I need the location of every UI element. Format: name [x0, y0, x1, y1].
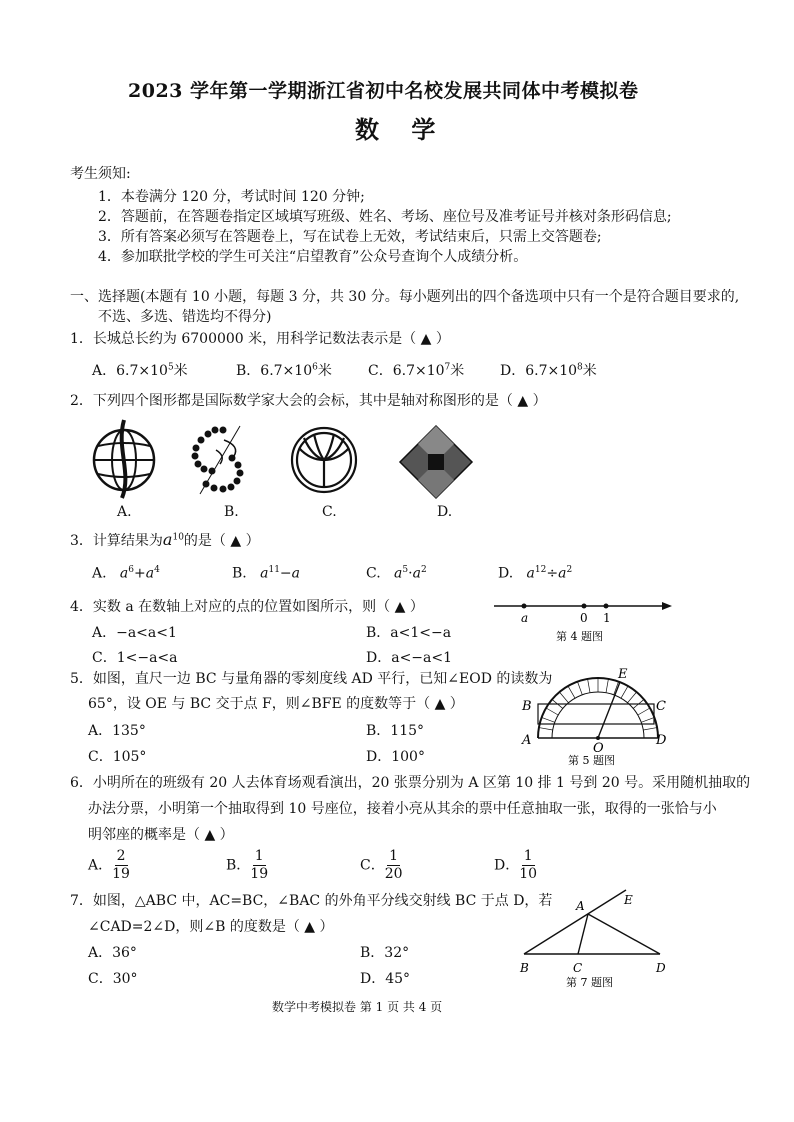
logo-d-square-icon [400, 426, 472, 498]
q5-option-b: B．115° [366, 723, 425, 739]
q6-option-a: A． $\frac{2}{19}$ [88, 848, 130, 882]
section-heading: 一、选择题(本题有 10 小题，每题 3 分，共 30 分。每小题列出的四个备选项中只有一个是符合题目要求的, [70, 289, 740, 305]
q6-stem-line1: 6．小明所在的班级有 20 人去体育场观看演出，20 张票分别为 A 区第 10 排 1 号到 20 号。采用随机抽取的 [70, 775, 751, 791]
q6-stem-line3: 明邻座的概率是（ ▲ ） [88, 827, 234, 843]
notice-item: 1．本卷满分 120 分，考试时间 120 分钟; [98, 189, 365, 205]
notice-item: 2．答题前，在答题卷指定区域填写班级、姓名、考场、座位号及准考证号并核对条形码信息; [98, 209, 672, 225]
q5-stem-line1: 5．如图，直尺一边 BC 与量角器的零刻度线 AD 平行，已知∠EOD 的读数为 [70, 671, 553, 687]
q7-stem-line1: 7．如图，△ABC 中，AC=BC，∠BAC 的外角平分线交射线 BC 于点 D，若 [70, 893, 553, 909]
q7-option-a: A．36° [88, 945, 137, 961]
q4-option-a: A．−a<a<1 [92, 625, 177, 641]
q7-fig-label-b: B [520, 961, 529, 975]
q2-label-b: B. [224, 504, 239, 520]
q5-fig-label-d: D [656, 733, 667, 748]
notice-heading: 考生须知: [70, 166, 131, 182]
q6-option-b: B． $\frac{1}{19}$ [226, 848, 269, 882]
protractor-tick [542, 717, 555, 722]
q2-label-a: A. [117, 504, 132, 520]
q2-logos-figure [88, 418, 488, 503]
q4-option-d: D．a<−a<1 [366, 650, 453, 666]
q5-fig-label-c: C [656, 699, 666, 714]
q4-fig-label-0: 0 [580, 611, 588, 625]
q5-caption: 第 5 题图 [568, 754, 615, 767]
q7-option-b: B．32° [360, 945, 410, 961]
q7-option-d: D．45° [360, 971, 411, 987]
q6-option-d: D． $\frac{1}{10}$ [494, 848, 538, 882]
protractor-tick [568, 686, 575, 698]
q4-fig-label-a: a [521, 611, 529, 625]
q2-stem: 2．下列四个图形都是国际数学家大会的会标，其中是轴对称图形的是（ ▲ ） [70, 393, 547, 409]
q1-option-b: B．$6.7\times 10^6$米 [236, 362, 332, 379]
protractor-tick [643, 728, 657, 730]
section-note: 不选、多选、错选均不得分) [98, 309, 272, 325]
exam-title: 2023 学年第一学期浙江省初中名校发展共同体中考模拟卷 [128, 80, 639, 102]
q2-label-c: C. [322, 504, 337, 520]
q5-fig-label-a: A [522, 733, 532, 748]
protractor-tick [559, 692, 568, 703]
q5-option-c: C．105° [88, 749, 147, 765]
q2-label-d: D. [437, 504, 453, 520]
notice-item: 4．参加联批学校的学生可关注“启望教育”公众号查询个人成绩分析。 [98, 249, 528, 265]
protractor-tick [641, 717, 654, 722]
q7-fig-label-d: D [656, 961, 666, 975]
q1-stem: 1．长城总长约为 6700000 米，用科学记数法表示是（ ▲ ） [70, 331, 450, 347]
q4-number-line-figure [490, 596, 680, 644]
protractor-tick [588, 679, 590, 693]
q5-fig-label-o: O [593, 741, 604, 756]
notice-item: 3．所有答案必须写在答题卷上，写在试卷上无效，考试结束后，只需上交答题卷; [98, 229, 602, 245]
q3-option-c: C. $a^5\cdot a^2$ [366, 565, 427, 582]
q7-triangle-figure [510, 886, 680, 990]
q4-caption: 第 4 题图 [556, 630, 603, 643]
q5-stem-line2: 65°，设 OE 与 BC 交于点 F，则∠BFE 的度数等于（ ▲ ） [88, 696, 464, 712]
logo-b-spiral-icon [192, 426, 244, 494]
q1-option-d: D．$6.7\times 10^8$米 [500, 362, 597, 379]
q7-caption: 第 7 题图 [566, 976, 613, 989]
q6-option-c: C． $\frac{1}{20}$ [360, 848, 403, 882]
q5-protractor-figure [516, 664, 676, 768]
protractor-tick [628, 692, 637, 703]
q5-fig-label-b: B [522, 699, 532, 714]
protractor-tick [577, 682, 582, 695]
q1-option-c: C．$6.7\times 10^7$米 [368, 362, 465, 379]
logo-a-globe-icon [94, 420, 154, 498]
q7-option-c: C．30° [88, 971, 138, 987]
subject-title: 数 学 [355, 115, 448, 144]
q6-stem-line2: 办法分票，小明第一个抽取得到 10 号座位，接着小亮从其余的票中任意抽取一张，取得的一张恰与小 [88, 801, 717, 817]
q5-option-d: D．100° [366, 749, 425, 765]
logo-c-arcs-icon [292, 428, 356, 492]
q3-option-b: B. $a^{11}-a$ [232, 565, 301, 582]
q3-stem: 3．计算结果为$a^{10}$的是（ ▲ ） [70, 530, 260, 549]
q5-option-a: A．135° [88, 723, 146, 739]
q3-option-d: D. $a^{12}\div a^2$ [498, 565, 573, 582]
q7-fig-label-a: A [576, 899, 585, 913]
protractor-tick [606, 679, 608, 693]
q5-fig-label-e: E [618, 667, 628, 682]
q7-stem-line2: ∠CAD=2∠D，则∠B 的度数是（ ▲ ） [88, 919, 334, 935]
page-footer: 数学中考模拟卷 第 1 页 共 4 页 [272, 1000, 443, 1014]
protractor-tick [621, 686, 628, 698]
protractor-tick [539, 728, 553, 730]
q1-option-a: A．$6.7\times 10^5$米 [92, 362, 188, 379]
q4-option-c: C．1<−a<a [92, 650, 178, 666]
protractor-tick [546, 708, 558, 715]
q4-stem: 4．实数 a 在数轴上对应的点的位置如图所示，则（ ▲ ） [70, 599, 424, 615]
q4-option-b: B．a<1<−a [366, 625, 452, 641]
q7-fig-label-c: C [573, 961, 583, 975]
q7-fig-label-e: E [624, 893, 633, 907]
q4-fig-label-1: 1 [603, 611, 611, 625]
q3-option-a: A. $a^6+a^4$ [92, 565, 160, 582]
protractor-tick [638, 708, 650, 715]
